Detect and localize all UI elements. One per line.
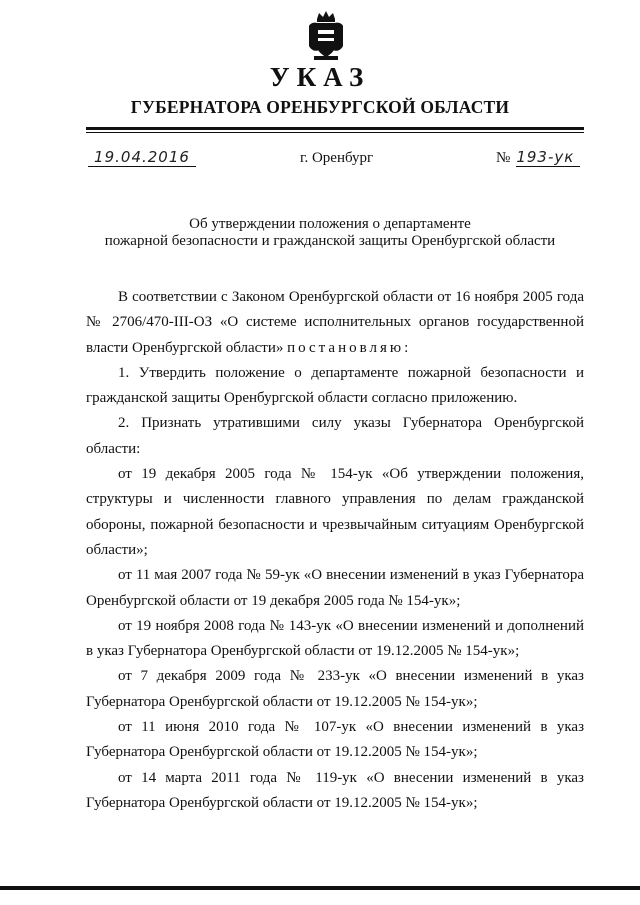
body-paragraph: 2. Признать утратившими силу указы Губернатора Оренбургской области: bbox=[86, 415, 584, 457]
document-title: УКАЗ bbox=[269, 62, 371, 92]
repealed-item: от 7 декабря 2009 года № 233-ук «О внесении изменений в указ Губернатора Оренбургской области от 19.12.2005 № 154-ук»; bbox=[86, 668, 584, 710]
repealed-item: от 14 марта 2011 года № 119-ук «О внесении изменений в указ Губернатора Оренбургской области от 19.12.2005 № 154-ук»; bbox=[86, 769, 584, 811]
orenburg-coat-of-arms-icon bbox=[305, 10, 347, 62]
body-paragraph: 1. Утвердить положение о департаменте пожарной безопасности и гражданской защиты Оренбургской области согласно приложению. bbox=[86, 364, 584, 407]
document-meta bbox=[0, 148, 640, 174]
repealed-item: от 11 мая 2007 года № 59-ук «О внесении изменений в указ Губернатора Оренбургской области от 19 декабря 2005 года № 154-ук»; bbox=[86, 567, 584, 609]
document-date: 19.04.2016 bbox=[88, 148, 196, 167]
document-number: 193-ук bbox=[516, 148, 580, 167]
document-subject bbox=[80, 216, 580, 250]
document-subtitle: ГУБЕРНАТОРА ОРЕНБУРГСКОЙ ОБЛАСТИ bbox=[130, 97, 510, 117]
body-intro: В соответствии с Законом Оренбургской области от 16 ноября 2005 года № 2706/470-III-ОЗ «О системе исполнительных органов государственной власти Оренбургской области» bbox=[86, 289, 584, 356]
document-number-block bbox=[496, 148, 580, 167]
subject-line: Об утверждении положения о департаменте bbox=[189, 216, 471, 232]
repealed-item: от 19 декабря 2005 года № 154-ук «Об утверждении положения, структуры и численности главного управления по делам гражданской обороны, пожарной безопасности и чрезвычайным ситуациям Оренбургской области»; bbox=[86, 466, 584, 558]
header-rule bbox=[86, 127, 584, 130]
repealed-item: от 19 ноября 2008 года № 143-ук «О внесении изменений и дополнений в указ Губернатора Оренбургской области от 19.12.2005 № 154-ук»; bbox=[86, 617, 584, 660]
page-bottom-edge bbox=[0, 886, 640, 890]
body-resolve: постановляю: bbox=[287, 339, 412, 356]
document-city: г. Оренбург bbox=[300, 150, 374, 166]
subject-line: пожарной безопасности и гражданской защиты Оренбургской области bbox=[104, 233, 556, 249]
document-body bbox=[86, 285, 584, 816]
header-rule-thin bbox=[86, 132, 584, 133]
number-label: № bbox=[496, 150, 511, 166]
repealed-item: от 11 июня 2010 года № 107-ук «О внесении изменений в указ Губернатора Оренбургской области от 19.12.2005 № 154-ук»; bbox=[86, 719, 584, 761]
body-intro-paragraph bbox=[86, 285, 584, 361]
